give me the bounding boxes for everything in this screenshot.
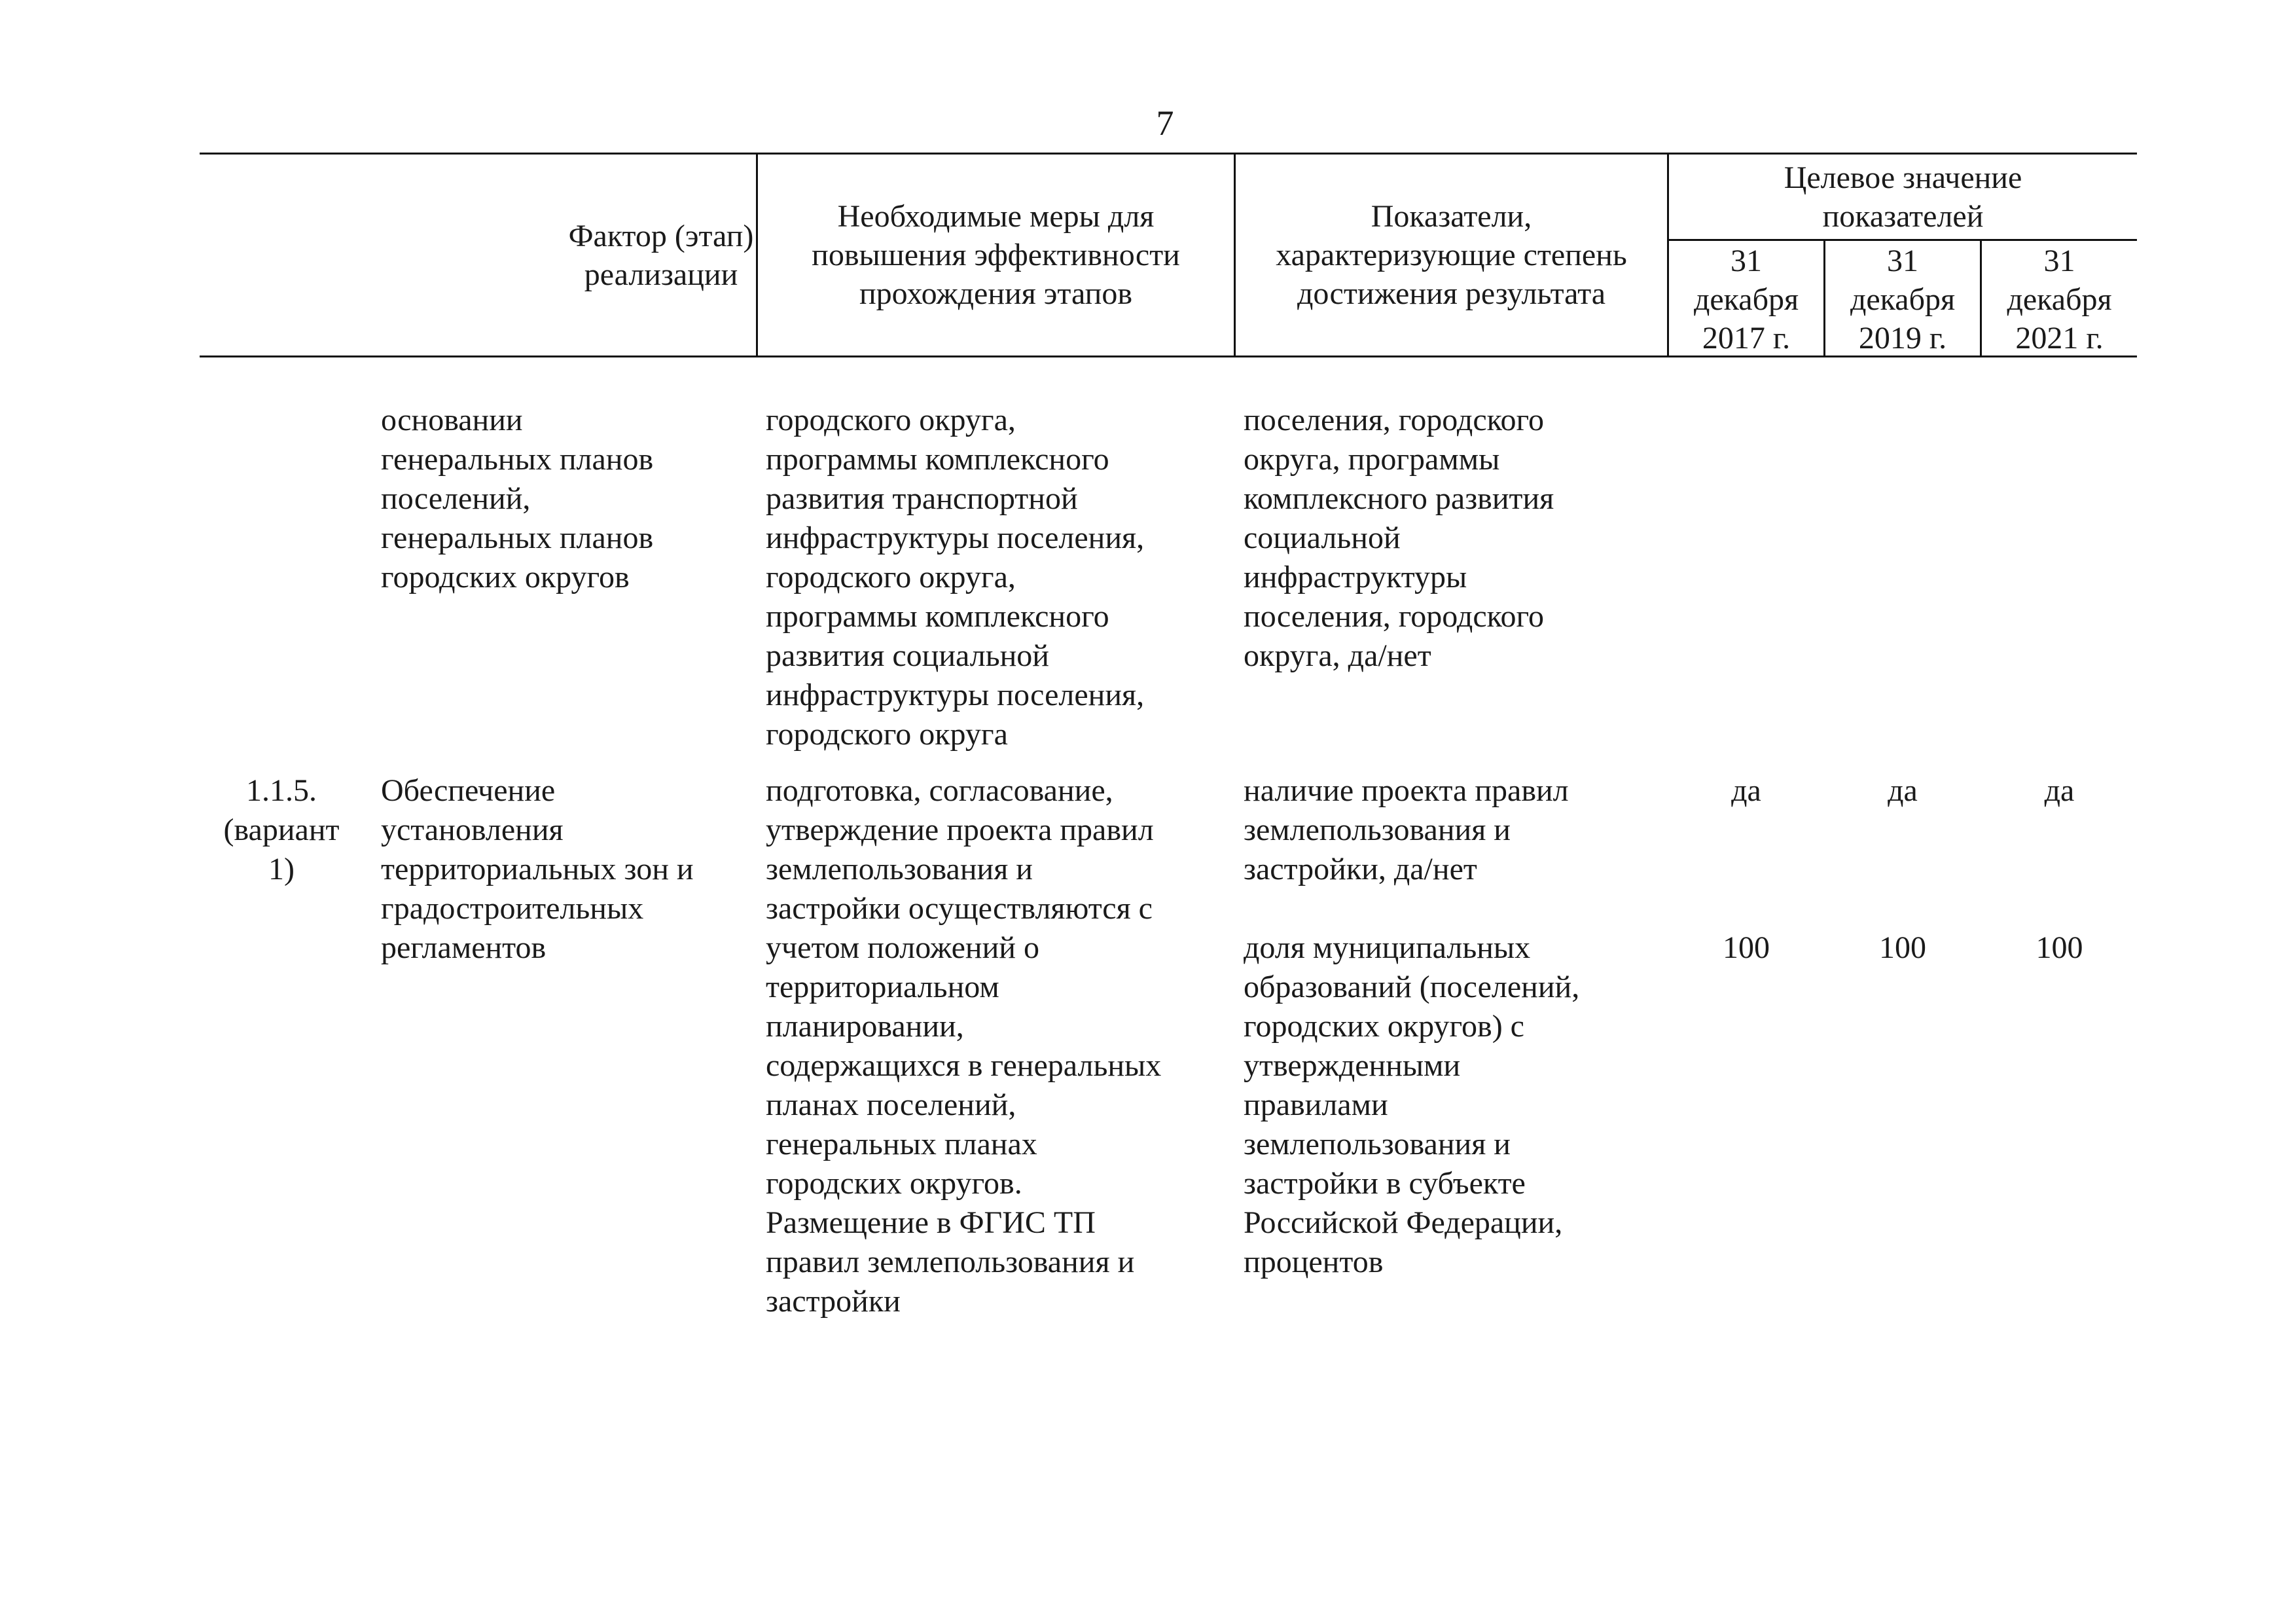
header-date-2017 (1669, 241, 1823, 357)
header-factor-text: Фактор (этап) реализации (568, 218, 754, 292)
header-measures (758, 155, 1234, 356)
indicator-2-value-2019: 100 (1879, 930, 1926, 965)
indicator-1-value-2017: да (1731, 773, 1761, 808)
row-indicator-2: доля муниципальных образований (поселений, городских округов) с утвержденными правилами землепользования и застройки в субъекте Российской Федерации, процентов (1244, 930, 1580, 1279)
page-number: 7 (1156, 103, 1174, 143)
header-date-2019-text: 31 декабря 2019 г. (1850, 243, 1956, 356)
continuation-factor: основании генеральных планов поселений, генеральных планов городских округов (381, 403, 654, 594)
header-date-2021-text: 31 декабря 2021 г. (2007, 243, 2112, 356)
continuation-indicators: поселения, городского округа, программы комплексного развития социальной инфраструктуры поселения, городского округа, да/нет (1244, 403, 1554, 673)
indicator-2-value-2021: 100 (2036, 930, 2083, 965)
header-measures-text: Необходимые меры для повышения эффективности прохождения этапов (812, 199, 1180, 311)
row-factor: Обеспечение установления территориальных зон и градостроительных регламентов (381, 773, 694, 965)
header-date-2017-text: 31 декабря 2017 г. (1693, 243, 1799, 356)
indicator-1-value-2021: да (2044, 773, 2075, 808)
continuation-measures: городского округа, программы комплексного развития транспортной инфраструктуры поселения, городского округа, программы комплексного развития социальной инфраструктуры поселения, городского округа (766, 403, 1145, 752)
header-indicators (1236, 155, 1667, 356)
header-target-group (1669, 155, 2137, 239)
row-measures: подготовка, согласование, утверждение проекта правил землепользования и застройки осуществляются с учетом положений о территориальном планировании, содержащихся в генеральных планах поселений, генеральных планах городских округов. Размещение в ФГИС ТП правил землепользования и застройки (766, 773, 1162, 1319)
header-date-2021 (1982, 241, 2137, 357)
indicator-2-value-2017: 100 (1723, 930, 1770, 965)
row-indicator-1: наличие проекта правил землепользования и застройки, да/нет (1244, 773, 1569, 886)
header-indicators-text: Показатели, характеризующие степень достижения результата (1276, 199, 1627, 311)
header-target-group-text: Целевое значение показателей (1784, 160, 2022, 234)
row-number: 1.1.5. (вариант 1) (223, 773, 340, 886)
indicator-1-value-2019: да (1888, 773, 1918, 808)
header-date-2019 (1825, 241, 1980, 357)
